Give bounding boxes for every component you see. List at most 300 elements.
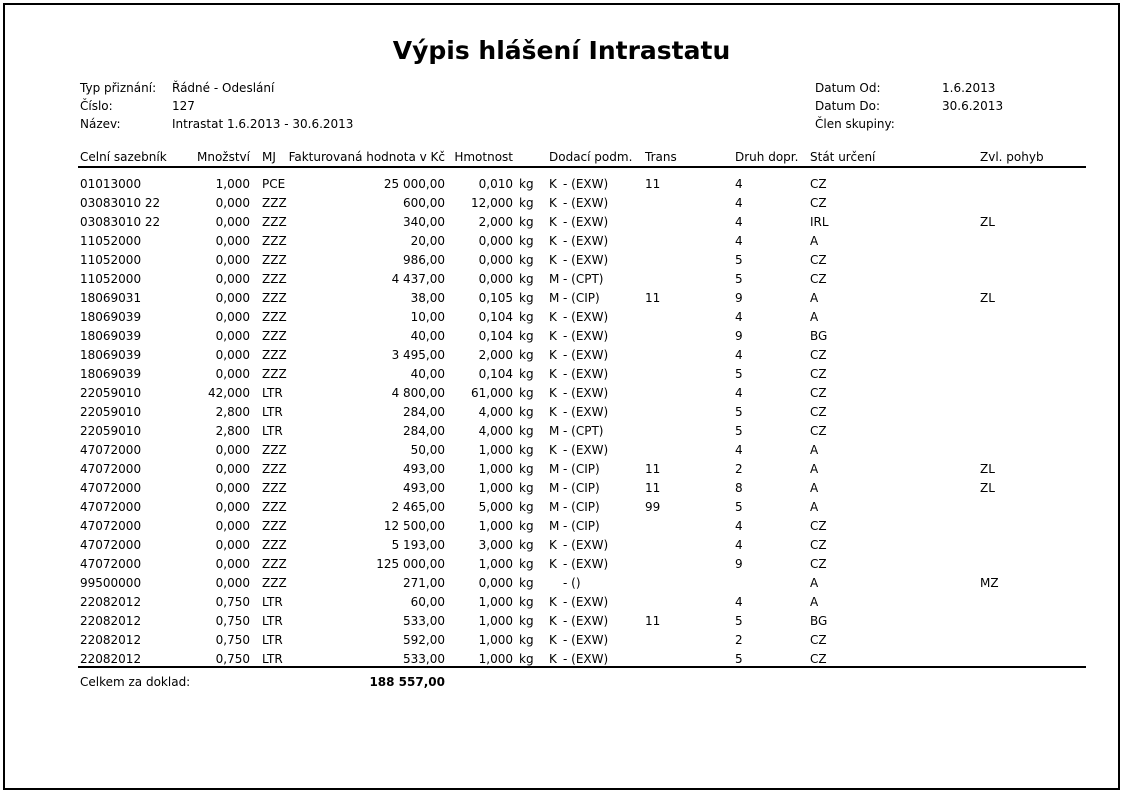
weight-unit-label: kg: [519, 272, 534, 286]
weight-unit-label: kg: [519, 329, 534, 343]
table-row: [0, 194, 1123, 213]
column-header-zvl-pohyb: Zvl. pohyb: [980, 150, 1044, 164]
datum-do-label: Datum Do:: [815, 99, 881, 113]
dodaci-terms: - (EXW): [563, 253, 609, 267]
cell-fakturovana-hodnota: 38,00: [410, 291, 445, 305]
cell-fakturovana-hodnota: 2 465,00: [391, 500, 445, 514]
dodaci-code: K: [549, 443, 557, 457]
dodaci-terms: - (EXW): [563, 405, 609, 419]
dodaci-code: K: [549, 215, 557, 229]
cell-mj: ZZZ: [262, 500, 287, 514]
table-row: [0, 612, 1123, 631]
table-row: [0, 213, 1123, 232]
weight-unit-label: kg: [519, 215, 534, 229]
cell-mj: ZZZ: [262, 367, 287, 381]
dodaci-terms: - (EXW): [563, 234, 609, 248]
cell-celni-sazebnik: 47072000: [80, 519, 142, 533]
cell-stat-urceni: CZ: [810, 386, 827, 400]
column-header-mj: MJ: [262, 150, 276, 164]
cell-hmotnost: 4,000: [478, 405, 513, 419]
cell-stat-urceni: CZ: [810, 253, 827, 267]
cell-dodaci-podm: [549, 346, 608, 365]
cell-fakturovana-hodnota: 284,00: [403, 424, 445, 438]
cell-mj: ZZZ: [262, 557, 287, 571]
cell-fakturovana-hodnota: 533,00: [403, 614, 445, 628]
cell-druh-dopr: 5: [735, 424, 743, 438]
cell-mnozstvi: 0,750: [215, 595, 250, 609]
dodaci-code: K: [549, 557, 557, 571]
cell-hmotnost: 12,000: [471, 196, 513, 210]
cell-druh-dopr: 8: [735, 481, 743, 495]
cell-hmotnost: 5,000: [478, 500, 513, 514]
table-row: [0, 365, 1123, 384]
cell-fakturovana-hodnota: 533,00: [403, 652, 445, 666]
cell-hmotnost: 0,010: [478, 177, 513, 191]
cell-mj: ZZZ: [262, 348, 287, 362]
cell-dodaci-podm: [549, 555, 608, 574]
table-row: [0, 441, 1123, 460]
cell-hmotnost: 1,000: [478, 462, 513, 476]
cell-celni-sazebnik: 03083010 22: [80, 196, 161, 210]
dodaci-terms: - (EXW): [563, 443, 609, 457]
cell-mnozstvi: 2,800: [215, 424, 250, 438]
weight-unit-label: kg: [519, 291, 534, 305]
cell-stat-urceni: CZ: [810, 405, 827, 419]
cell-celni-sazebnik: 18069039: [80, 310, 142, 324]
dodaci-terms: - (EXW): [563, 652, 609, 666]
weight-unit-label: kg: [519, 310, 534, 324]
cell-celni-sazebnik: 47072000: [80, 557, 142, 571]
cell-druh-dopr: 5: [735, 253, 743, 267]
cell-mj: ZZZ: [262, 576, 287, 590]
cell-dodaci-podm: [549, 403, 608, 422]
cell-celni-sazebnik: 47072000: [80, 481, 142, 495]
table-row: [0, 536, 1123, 555]
cell-celni-sazebnik: 22082012: [80, 652, 142, 666]
cell-stat-urceni: BG: [810, 329, 828, 343]
cell-druh-dopr: 5: [735, 405, 743, 419]
dodaci-code: M: [549, 291, 560, 305]
cell-dodaci-podm: [549, 441, 608, 460]
dodaci-terms: - (EXW): [563, 633, 609, 647]
cell-mj: ZZZ: [262, 310, 287, 324]
cell-mj: LTR: [262, 386, 283, 400]
dodaci-code: K: [549, 177, 557, 191]
cell-hmotnost: 1,000: [478, 557, 513, 571]
cell-trans: 11: [645, 177, 661, 191]
nazev-value: Intrastat 1.6.2013 - 30.6.2013: [172, 117, 354, 131]
cell-celni-sazebnik: 11052000: [80, 253, 142, 267]
cell-mj: ZZZ: [262, 443, 287, 457]
dodaci-code: K: [549, 348, 557, 362]
cell-mj: ZZZ: [262, 291, 287, 305]
cell-dodaci-podm: [549, 365, 608, 384]
cell-stat-urceni: CZ: [810, 177, 827, 191]
cell-stat-urceni: A: [810, 462, 819, 476]
cell-celni-sazebnik: 03083010 22: [80, 215, 161, 229]
cislo-value: 127: [172, 99, 195, 113]
cell-mnozstvi: 0,750: [215, 614, 250, 628]
dodaci-code: K: [549, 595, 557, 609]
cell-druh-dopr: 4: [735, 595, 743, 609]
weight-unit-label: kg: [519, 652, 534, 666]
table-row: [0, 555, 1123, 574]
cell-druh-dopr: 4: [735, 215, 743, 229]
cell-fakturovana-hodnota: 3 495,00: [391, 348, 445, 362]
weight-unit-label: kg: [519, 196, 534, 210]
cell-celni-sazebnik: 47072000: [80, 443, 142, 457]
cell-dodaci-podm: [549, 384, 608, 403]
cell-hmotnost: 3,000: [478, 538, 513, 552]
cell-fakturovana-hodnota: 12 500,00: [383, 519, 445, 533]
dodaci-terms: - (CIP): [563, 519, 600, 533]
cell-fakturovana-hodnota: 986,00: [403, 253, 445, 267]
dodaci-code: K: [549, 310, 557, 324]
dodaci-terms: - (CPT): [563, 424, 604, 438]
cell-mnozstvi: 0,000: [215, 557, 250, 571]
dodaci-terms: - (EXW): [563, 367, 609, 381]
table-row: [0, 384, 1123, 403]
cell-celni-sazebnik: 18069031: [80, 291, 142, 305]
cell-mnozstvi: 0,000: [215, 329, 250, 343]
cell-fakturovana-hodnota: 60,00: [410, 595, 445, 609]
cell-hmotnost: 4,000: [478, 424, 513, 438]
cell-hmotnost: 1,000: [478, 652, 513, 666]
dodaci-code: M: [549, 424, 560, 438]
total-value: 188 557,00: [369, 675, 445, 689]
cell-stat-urceni: CZ: [810, 652, 827, 666]
typ-priznani-value: Řádné - Odeslání: [172, 81, 275, 95]
table-row: [0, 631, 1123, 650]
cell-fakturovana-hodnota: 40,00: [410, 367, 445, 381]
header-separator-line: [78, 166, 1086, 168]
cell-fakturovana-hodnota: 10,00: [410, 310, 445, 324]
cell-trans: 99: [645, 500, 661, 514]
total-row: [0, 673, 1123, 692]
cell-hmotnost: 0,000: [478, 253, 513, 267]
footer-separator-line: [78, 666, 1086, 668]
cell-celni-sazebnik: 47072000: [80, 538, 142, 552]
cell-fakturovana-hodnota: 50,00: [410, 443, 445, 457]
cell-fakturovana-hodnota: 125 000,00: [376, 557, 445, 571]
cell-hmotnost: 1,000: [478, 595, 513, 609]
cell-hmotnost: 1,000: [478, 481, 513, 495]
cell-mnozstvi: 0,000: [215, 291, 250, 305]
cell-fakturovana-hodnota: 284,00: [403, 405, 445, 419]
cell-fakturovana-hodnota: 4 800,00: [391, 386, 445, 400]
cell-mj: LTR: [262, 652, 283, 666]
table-row: [0, 498, 1123, 517]
cell-mnozstvi: 0,000: [215, 310, 250, 324]
cell-druh-dopr: 9: [735, 291, 743, 305]
cell-druh-dopr: 4: [735, 386, 743, 400]
cislo-label: Číslo:: [80, 99, 113, 113]
cell-celni-sazebnik: 22082012: [80, 614, 142, 628]
cell-druh-dopr: 9: [735, 557, 743, 571]
weight-unit-label: kg: [519, 367, 534, 381]
cell-hmotnost: 0,104: [478, 310, 513, 324]
cell-hmotnost: 1,000: [478, 614, 513, 628]
cell-dodaci-podm: [549, 612, 608, 631]
cell-mnozstvi: 0,000: [215, 253, 250, 267]
cell-stat-urceni: A: [810, 481, 819, 495]
weight-unit-label: kg: [519, 481, 534, 495]
dodaci-code: M: [549, 462, 560, 476]
cell-zvl-pohyb: ZL: [980, 481, 995, 495]
dodaci-terms: - (EXW): [563, 177, 609, 191]
table-row: [0, 460, 1123, 479]
dodaci-code: K: [549, 253, 557, 267]
cell-druh-dopr: 4: [735, 310, 743, 324]
weight-unit-label: kg: [519, 500, 534, 514]
cell-stat-urceni: CZ: [810, 557, 827, 571]
cell-dodaci-podm: [549, 194, 608, 213]
table-row: [0, 251, 1123, 270]
cell-mnozstvi: 0,000: [215, 234, 250, 248]
dodaci-code: M: [549, 272, 560, 286]
weight-unit-label: kg: [519, 595, 534, 609]
cell-druh-dopr: 4: [735, 177, 743, 191]
cell-mj: LTR: [262, 405, 283, 419]
column-header-hmotnost: Hmotnost: [454, 150, 513, 164]
table-row: [0, 270, 1123, 289]
cell-druh-dopr: 5: [735, 367, 743, 381]
dodaci-terms: - (CIP): [563, 481, 600, 495]
weight-unit-label: kg: [519, 557, 534, 571]
dodaci-terms: - (EXW): [563, 538, 609, 552]
dodaci-code: K: [549, 386, 557, 400]
cell-mnozstvi: 0,000: [215, 272, 250, 286]
cell-dodaci-podm: [549, 232, 608, 251]
weight-unit-label: kg: [519, 424, 534, 438]
dodaci-terms: - (EXW): [563, 386, 609, 400]
cell-celni-sazebnik: 47072000: [80, 462, 142, 476]
typ-priznani-label: Typ přiznání:: [80, 81, 157, 95]
cell-mnozstvi: 42,000: [208, 386, 250, 400]
cell-celni-sazebnik: 01013000: [80, 177, 142, 191]
column-header-dodaci-podm: Dodací podm.: [549, 150, 633, 164]
cell-celni-sazebnik: 11052000: [80, 234, 142, 248]
cell-hmotnost: 0,000: [478, 234, 513, 248]
cell-mj: ZZZ: [262, 462, 287, 476]
nazev-label: Název:: [80, 117, 121, 131]
cell-mnozstvi: 0,000: [215, 367, 250, 381]
cell-dodaci-podm: [549, 593, 608, 612]
cell-mj: ZZZ: [262, 519, 287, 533]
cell-druh-dopr: 2: [735, 462, 743, 476]
cell-fakturovana-hodnota: 25 000,00: [383, 177, 445, 191]
dodaci-terms: - (EXW): [563, 595, 609, 609]
cell-mj: ZZZ: [262, 329, 287, 343]
dodaci-code: K: [549, 196, 557, 210]
weight-unit-label: kg: [519, 405, 534, 419]
cell-druh-dopr: 5: [735, 500, 743, 514]
cell-mj: ZZZ: [262, 215, 287, 229]
cell-dodaci-podm: [549, 270, 603, 289]
clen-skupiny-label: Člen skupiny:: [815, 117, 895, 131]
datum-od-label: Datum Od:: [815, 81, 881, 95]
cell-druh-dopr: 2: [735, 633, 743, 647]
cell-zvl-pohyb: ZL: [980, 291, 995, 305]
cell-hmotnost: 1,000: [478, 519, 513, 533]
cell-dodaci-podm: [549, 460, 600, 479]
cell-celni-sazebnik: 11052000: [80, 272, 142, 286]
cell-hmotnost: 0,000: [478, 272, 513, 286]
table-body: [0, 175, 1123, 669]
cell-druh-dopr: 5: [735, 652, 743, 666]
dodaci-terms: - (EXW): [563, 215, 609, 229]
cell-dodaci-podm: [549, 251, 608, 270]
cell-mj: ZZZ: [262, 538, 287, 552]
column-header-druh-dopr: Druh dopr.: [735, 150, 799, 164]
cell-mnozstvi: 0,000: [215, 196, 250, 210]
cell-stat-urceni: CZ: [810, 538, 827, 552]
weight-unit-label: kg: [519, 519, 534, 533]
cell-mj: LTR: [262, 595, 283, 609]
cell-celni-sazebnik: 22059010: [80, 386, 142, 400]
cell-stat-urceni: CZ: [810, 196, 827, 210]
table-row: [0, 232, 1123, 251]
cell-mj: ZZZ: [262, 481, 287, 495]
cell-druh-dopr: 4: [735, 538, 743, 552]
cell-druh-dopr: 4: [735, 519, 743, 533]
cell-celni-sazebnik: 22059010: [80, 424, 142, 438]
cell-dodaci-podm: [549, 213, 608, 232]
column-header-mnozstvi: Množství: [197, 150, 250, 164]
cell-hmotnost: 0,105: [478, 291, 513, 305]
column-header-celni-sazebnik: Celní sazebník: [80, 150, 167, 164]
cell-mj: LTR: [262, 424, 283, 438]
cell-hmotnost: 1,000: [478, 633, 513, 647]
dodaci-code: K: [549, 234, 557, 248]
cell-hmotnost: 0,104: [478, 367, 513, 381]
table-row: [0, 479, 1123, 498]
dodaci-terms: - (EXW): [563, 329, 609, 343]
table-row: [0, 327, 1123, 346]
cell-celni-sazebnik: 22082012: [80, 595, 142, 609]
cell-stat-urceni: A: [810, 500, 819, 514]
cell-hmotnost: 2,000: [478, 348, 513, 362]
dodaci-terms: - (EXW): [563, 310, 609, 324]
cell-dodaci-podm: [549, 498, 600, 517]
column-header-stat-urceni: Stát určení: [810, 150, 876, 164]
cell-trans: 11: [645, 291, 661, 305]
cell-stat-urceni: IRL: [810, 215, 829, 229]
dodaci-code: M: [549, 481, 560, 495]
cell-zvl-pohyb: ZL: [980, 462, 995, 476]
cell-druh-dopr: 4: [735, 348, 743, 362]
cell-trans: 11: [645, 614, 661, 628]
cell-celni-sazebnik: 22082012: [80, 633, 142, 647]
cell-druh-dopr: 4: [735, 234, 743, 248]
cell-mnozstvi: 0,000: [215, 538, 250, 552]
table-row: [0, 422, 1123, 441]
cell-hmotnost: 61,000: [471, 386, 513, 400]
cell-celni-sazebnik: 22059010: [80, 405, 142, 419]
table-row: [0, 517, 1123, 536]
cell-stat-urceni: CZ: [810, 272, 827, 286]
cell-stat-urceni: A: [810, 576, 819, 590]
cell-stat-urceni: CZ: [810, 633, 827, 647]
dodaci-code: K: [549, 405, 557, 419]
cell-mnozstvi: 1,000: [215, 177, 250, 191]
weight-unit-label: kg: [519, 633, 534, 647]
cell-fakturovana-hodnota: 5 193,00: [391, 538, 445, 552]
dodaci-terms: - (CPT): [563, 272, 604, 286]
cell-mj: ZZZ: [262, 234, 287, 248]
cell-dodaci-podm: [549, 574, 581, 593]
datum-do-value: 30.6.2013: [942, 99, 1004, 113]
cell-mnozstvi: 0,750: [215, 652, 250, 666]
cell-mnozstvi: 0,000: [215, 500, 250, 514]
cell-mj: PCE: [262, 177, 286, 191]
cell-dodaci-podm: [549, 308, 608, 327]
cell-zvl-pohyb: ZL: [980, 215, 995, 229]
cell-hmotnost: 1,000: [478, 443, 513, 457]
dodaci-terms: - (): [563, 576, 581, 590]
cell-druh-dopr: 4: [735, 196, 743, 210]
weight-unit-label: kg: [519, 234, 534, 248]
dodaci-terms: - (CIP): [563, 462, 600, 476]
table-row: [0, 403, 1123, 422]
table-row: [0, 289, 1123, 308]
dodaci-code: K: [549, 614, 557, 628]
cell-mj: ZZZ: [262, 253, 287, 267]
cell-celni-sazebnik: 18069039: [80, 367, 142, 381]
dodaci-code: M: [549, 500, 560, 514]
weight-unit-label: kg: [519, 177, 534, 191]
cell-mj: ZZZ: [262, 196, 287, 210]
cell-dodaci-podm: [549, 517, 600, 536]
total-label: Celkem za doklad:: [80, 675, 191, 689]
dodaci-terms: - (EXW): [563, 348, 609, 362]
cell-trans: 11: [645, 481, 661, 495]
page-title: Výpis hlášení Intrastatu: [392, 36, 731, 65]
cell-stat-urceni: BG: [810, 614, 828, 628]
dodaci-terms: - (CIP): [563, 291, 600, 305]
column-header-fakturovana-hodnota: Fakturovaná hodnota v Kč: [288, 150, 445, 164]
table-header-row: [0, 148, 1123, 166]
cell-dodaci-podm: [549, 422, 603, 441]
dodaci-terms: - (CIP): [563, 500, 600, 514]
cell-fakturovana-hodnota: 4 437,00: [391, 272, 445, 286]
cell-stat-urceni: CZ: [810, 424, 827, 438]
cell-druh-dopr: 5: [735, 614, 743, 628]
cell-mnozstvi: 2,800: [215, 405, 250, 419]
cell-celni-sazebnik: 47072000: [80, 500, 142, 514]
cell-celni-sazebnik: 99500000: [80, 576, 142, 590]
cell-fakturovana-hodnota: 271,00: [403, 576, 445, 590]
cell-dodaci-podm: [549, 175, 608, 194]
cell-dodaci-podm: [549, 631, 608, 650]
table-row: [0, 346, 1123, 365]
weight-unit-label: kg: [519, 386, 534, 400]
cell-stat-urceni: CZ: [810, 348, 827, 362]
cell-fakturovana-hodnota: 340,00: [403, 215, 445, 229]
cell-mnozstvi: 0,000: [215, 462, 250, 476]
cell-fakturovana-hodnota: 20,00: [410, 234, 445, 248]
cell-dodaci-podm: [549, 536, 608, 555]
weight-unit-label: kg: [519, 443, 534, 457]
weight-unit-label: kg: [519, 348, 534, 362]
cell-fakturovana-hodnota: 40,00: [410, 329, 445, 343]
weight-unit-label: kg: [519, 614, 534, 628]
table-row: [0, 175, 1123, 194]
dodaci-terms: - (EXW): [563, 196, 609, 210]
dodaci-code: K: [549, 652, 557, 666]
table-row: [0, 593, 1123, 612]
cell-fakturovana-hodnota: 493,00: [403, 462, 445, 476]
